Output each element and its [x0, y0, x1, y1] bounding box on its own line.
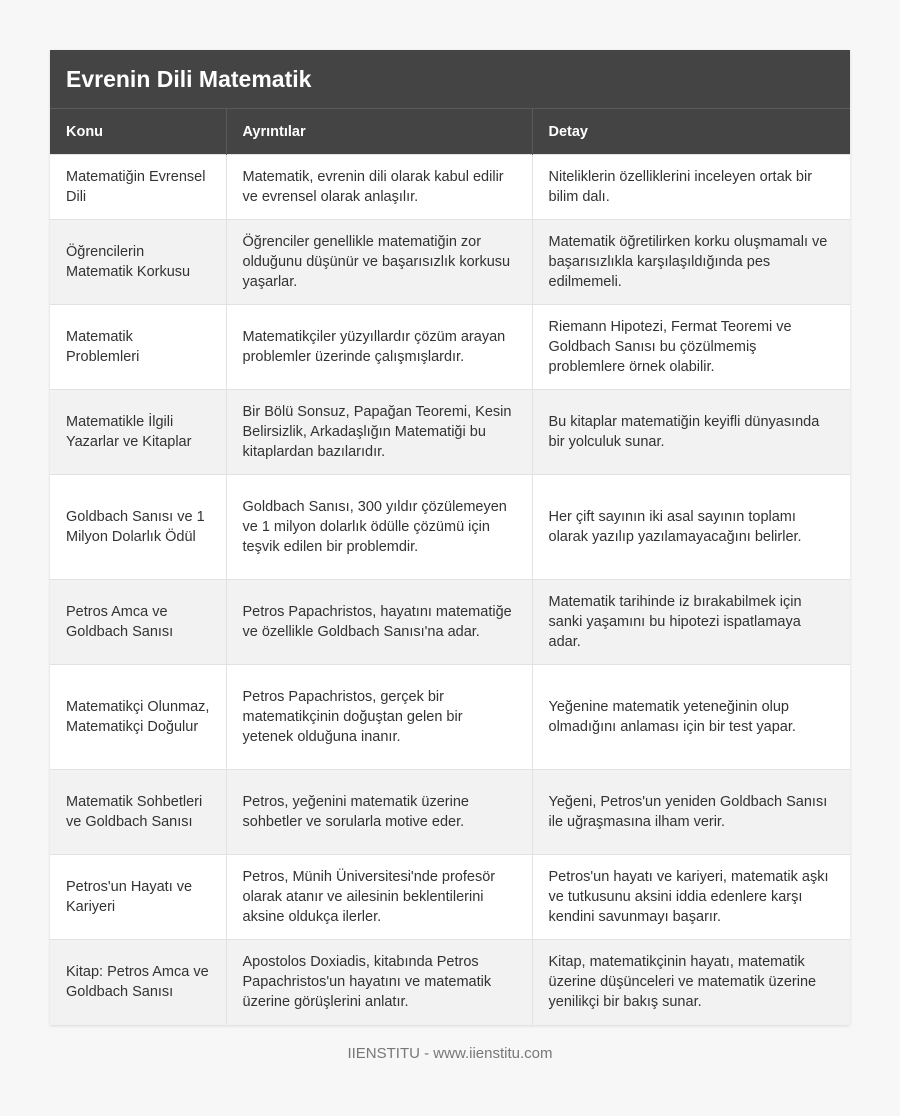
cell-detay: Yeğeni, Petros'un yeniden Goldbach Sanısı ile uğraşmasına ilham verir.: [532, 770, 850, 855]
table-row: [50, 155, 850, 220]
cell-detay: Her çift sayının iki asal sayının toplamı olarak yazılıp yazılamayacağını belirler.: [532, 475, 850, 580]
column-header-ayrintilar: Ayrıntılar: [226, 109, 532, 155]
cell-ayrintilar: Öğrenciler genellikle matematiğin zor olduğunu düşünür ve başarısızlık korkusu yaşarlar.: [226, 220, 532, 305]
column-header-detay: Detay: [532, 109, 850, 155]
cell-konu: Petros'un Hayatı ve Kariyeri: [50, 855, 226, 940]
cell-detay: Bu kitaplar matematiğin keyifli dünyasında bir yolculuk sunar.: [532, 390, 850, 475]
table-row: [50, 475, 850, 580]
cell-ayrintilar: Petros Papachristos, gerçek bir matematikçinin doğuştan gelen bir yetenek olduğuna inanır.: [226, 665, 532, 770]
table-row: [50, 390, 850, 475]
cell-detay: Riemann Hipotezi, Fermat Teoremi ve Goldbach Sanısı bu çözülmemiş problemlere örnek olabilir.: [532, 305, 850, 390]
cell-detay: Petros'un hayatı ve kariyeri, matematik aşkı ve tutkusunu aksini iddia edenlere karşı kendini savunmayı başarır.: [532, 855, 850, 940]
cell-ayrintilar: Matematik, evrenin dili olarak kabul edilir ve evrensel olarak anlaşılır.: [226, 155, 532, 220]
table-row: [50, 940, 850, 1025]
table-card: [50, 50, 850, 1025]
cell-ayrintilar: Matematikçiler yüzyıllardır çözüm arayan problemler üzerinde çalışmışlardır.: [226, 305, 532, 390]
table-title: Evrenin Dili Matematik: [50, 50, 850, 108]
footer-credit: IIENSTITU - www.iienstitu.com: [347, 1045, 553, 1062]
cell-konu: Kitap: Petros Amca ve Goldbach Sanısı: [50, 940, 226, 1025]
data-table: [50, 108, 850, 1025]
cell-detay: Kitap, matematikçinin hayatı, matematik üzerine düşünceleri ve matematik üzerine yenilikçi bir bakış sunar.: [532, 940, 850, 1025]
cell-konu: Matematikle İlgili Yazarlar ve Kitaplar: [50, 390, 226, 475]
cell-konu: Goldbach Sanısı ve 1 Milyon Dolarlık Ödül: [50, 475, 226, 580]
table-row: [50, 855, 850, 940]
cell-ayrintilar: Petros, yeğenini matematik üzerine sohbetler ve sorularla motive eder.: [226, 770, 532, 855]
cell-ayrintilar: Apostolos Doxiadis, kitabında Petros Papachristos'un hayatını ve matematik üzerine görüşlerini anlatır.: [226, 940, 532, 1025]
table-row: [50, 580, 850, 665]
cell-konu: Petros Amca ve Goldbach Sanısı: [50, 580, 226, 665]
cell-konu: Matematik Sohbetleri ve Goldbach Sanısı: [50, 770, 226, 855]
cell-detay: Niteliklerin özelliklerini inceleyen ortak bir bilim dalı.: [532, 155, 850, 220]
cell-detay: Matematik tarihinde iz bırakabilmek için sanki yaşamını bu hipotezi ispatlamaya adar.: [532, 580, 850, 665]
cell-ayrintilar: Bir Bölü Sonsuz, Papağan Teoremi, Kesin Belirsizlik, Arkadaşlığın Matematiği bu kitaplardan bazılarıdır.: [226, 390, 532, 475]
cell-ayrintilar: Goldbach Sanısı, 300 yıldır çözülemeyen ve 1 milyon dolarlık ödülle çözümü için teşvik edilen bir problemdir.: [226, 475, 532, 580]
column-header-konu: Konu: [50, 109, 226, 155]
cell-konu: Matematiğin Evrensel Dili: [50, 155, 226, 220]
header-row: [50, 109, 850, 155]
cell-konu: Öğrencilerin Matematik Korkusu: [50, 220, 226, 305]
cell-konu: Matematik Problemleri: [50, 305, 226, 390]
table-row: [50, 665, 850, 770]
cell-detay: Matematik öğretilirken korku oluşmamalı ve başarısızlıkla karşılaşıldığında pes edilmemeli.: [532, 220, 850, 305]
cell-ayrintilar: Petros Papachristos, hayatını matematiğe ve özellikle Goldbach Sanısı'na adar.: [226, 580, 532, 665]
table-row: [50, 220, 850, 305]
table-row: [50, 770, 850, 855]
cell-ayrintilar: Petros, Münih Üniversitesi'nde profesör olarak atanır ve ailesinin beklentilerini aksine oldukça ilerler.: [226, 855, 532, 940]
table-row: [50, 305, 850, 390]
cell-konu: Matematikçi Olunmaz, Matematikçi Doğulur: [50, 665, 226, 770]
cell-detay: Yeğenine matematik yeteneğinin olup olmadığını anlaması için bir test yapar.: [532, 665, 850, 770]
